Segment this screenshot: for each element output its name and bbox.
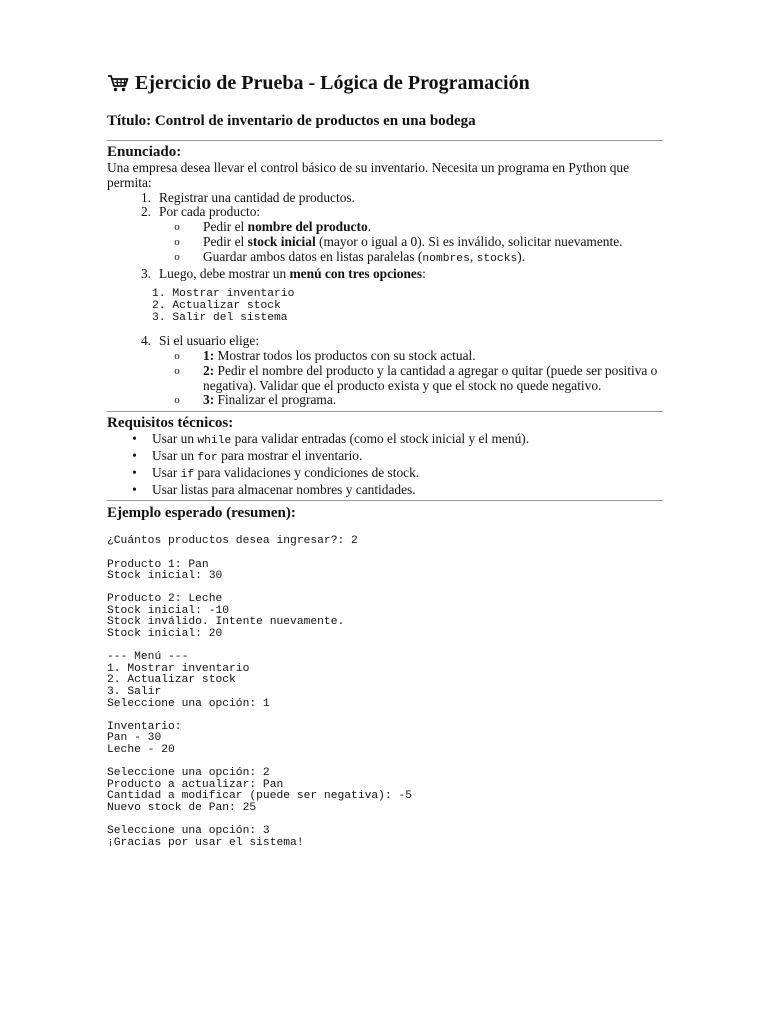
- example-line: 3. Salir: [107, 686, 162, 699]
- example-line: Inventario:: [107, 720, 182, 733]
- list-item: • Usar un for para mostrar el inventario.: [132, 447, 363, 464]
- example-line: --- Menú ---: [107, 651, 189, 664]
- sub-list-item: o 2: Pedir el nombre del producto y la cantidad a agregar o quitar (puede ser positiva o negativa). Validar que el producto exista y que el stock no quede negativo.: [174, 362, 658, 393]
- example-line: Cantidad a modificar (puede ser negativa): -5: [107, 790, 413, 803]
- sub-list-item: o Guardar ambos datos en listas paralelas (nombres, stocks).: [174, 248, 526, 265]
- enunciado-list-cont: [107, 334, 663, 408]
- list-item: 1. Registrar una cantidad de productos.: [140, 189, 355, 205]
- example-line: Producto a actualizar: Pan: [107, 778, 284, 791]
- divider: [107, 500, 663, 501]
- list-item: • Usar un while para validar entradas (como el stock inicial y el menú).: [132, 431, 530, 448]
- list-item: • Usar if para validaciones y condiciones de stock.: [132, 464, 420, 481]
- example-line: Stock inicial: 20: [107, 628, 223, 641]
- list-item: 2. Por cada producto:: [140, 204, 261, 220]
- example-line: Nuevo stock de Pan: 25: [107, 801, 257, 814]
- example-line: Leche - 20: [107, 744, 175, 757]
- example-line: Seleccione una opción: 1: [107, 697, 270, 710]
- example-line: ¿Cuántos productos desea ingresar?: 2: [107, 535, 358, 548]
- example-blank-line: [107, 710, 663, 722]
- example-line: Producto 1: Pan: [107, 558, 209, 571]
- menu-options-code: 1. Mostrar inventario 2. Actualizar stock 3. Salir del sistema: [152, 288, 295, 324]
- sub-list-item: o Pedir el stock inicial (mayor o igual a 0). Si es inválido, solicitar nuevamente.: [174, 233, 623, 249]
- title-text: Ejercicio de Prueba - Lógica de Programación: [135, 72, 530, 94]
- example-line: Stock inicial: 30: [107, 570, 223, 583]
- shopping-cart-icon: [107, 74, 129, 92]
- document-title: [107, 70, 663, 96]
- divider: [107, 411, 663, 412]
- list-item: • Usar listas para almacenar nombres y cantidades.: [132, 481, 416, 497]
- example-line: Seleccione una opción: 3: [107, 825, 270, 838]
- requisitos-heading: Requisitos técnicos:: [107, 415, 234, 432]
- example-blank-line: [107, 548, 663, 560]
- divider: [107, 140, 663, 141]
- example-line: 1. Mostrar inventario: [107, 662, 250, 675]
- sub-list-item: o 1: Mostrar todos los productos con su stock actual.: [174, 347, 476, 363]
- example-line: ¡Gracias por usar el sistema!: [107, 836, 304, 849]
- ejemplo-heading: Ejemplo esperado (resumen):: [107, 505, 296, 522]
- enunciado-heading: Enunciado:: [107, 144, 182, 160]
- document: [107, 70, 663, 849]
- enunciado-list: [107, 191, 663, 282]
- requisitos-list: [107, 432, 663, 497]
- document-subtitle: Título: Control de inventario de productos en una bodega: [107, 113, 476, 129]
- example-blank-line: [107, 641, 663, 653]
- example-line: 2. Actualizar stock: [107, 674, 236, 687]
- enunciado-intro: Una empresa desea llevar el control básico de su inventario. Necesita un programa en Python que permita:: [107, 160, 630, 190]
- example-line: Pan - 30: [107, 732, 162, 745]
- example-line: Stock inicial: -10: [107, 604, 230, 617]
- example-output-code: [107, 536, 663, 849]
- example-line: Producto 2: Leche: [107, 593, 223, 606]
- sub-list-item: o Pedir el nombre del producto.: [174, 219, 372, 235]
- example-line: Seleccione una opción: 2: [107, 767, 270, 780]
- list-item: 3. Luego, debe mostrar un menú con tres opciones:: [140, 265, 426, 281]
- list-item: 4. Si el usuario elige:: [140, 333, 260, 349]
- example-line: Stock inválido. Intente nuevamente.: [107, 616, 345, 629]
- sub-list-item: o 3: Finalizar el programa.: [174, 392, 337, 408]
